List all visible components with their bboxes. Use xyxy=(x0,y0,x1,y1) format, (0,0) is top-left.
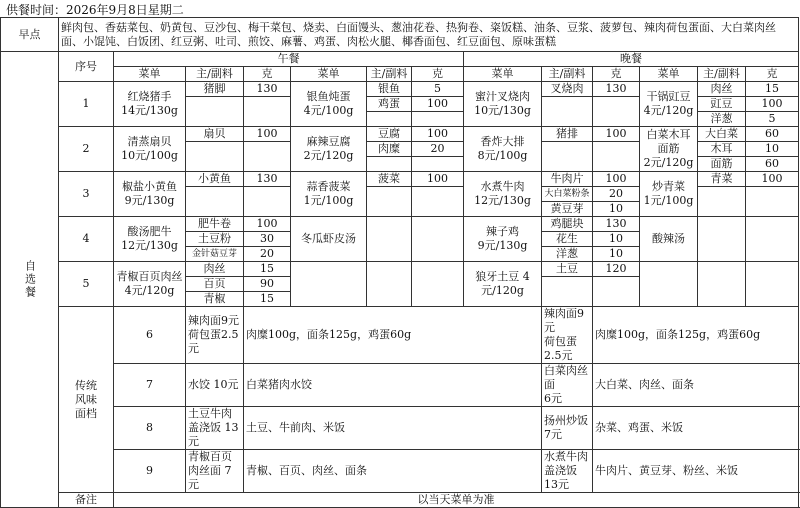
noodle-lunch-ingredients: 肉糜100g，面条125g，鸡蛋60g xyxy=(244,307,542,364)
traditional-label: 传统风味面档 xyxy=(59,307,114,493)
ingredient-grams: 15 xyxy=(244,262,291,277)
col-ing-header: 主/副料 xyxy=(186,67,244,82)
ingredient-name: 百页 xyxy=(186,277,244,292)
ingredient-name: 鸡腿块 xyxy=(542,217,593,232)
ingredient-name: 牛肉片 xyxy=(542,172,593,187)
noodle-lunch-ingredients: 青椒、百页、肉丝、面条 xyxy=(244,450,542,493)
blank-cell xyxy=(244,187,291,217)
ingredient-grams: 100 xyxy=(593,172,640,187)
ingredient-grams: 15 xyxy=(746,82,799,97)
noodle-row xyxy=(1,407,799,450)
col-dish-header: 菜单 xyxy=(464,67,542,82)
ingredient-name: 木耳 xyxy=(698,142,746,157)
dish-name: 蜜汁叉烧肉 10元/130g xyxy=(464,82,542,127)
col-dish-header: 菜单 xyxy=(640,67,698,82)
blank-cell xyxy=(746,217,799,262)
dish-name xyxy=(640,262,698,307)
noodle-dinner-dish: 扬州炒饭 7元 xyxy=(542,407,593,450)
blank-cell xyxy=(367,187,412,217)
blank-cell xyxy=(367,112,412,127)
dish-name: 水煮牛肉 12元/130g xyxy=(464,172,542,217)
ingredient-grams: 130 xyxy=(244,172,291,187)
blank-cell xyxy=(542,142,593,172)
dish-subrow xyxy=(1,217,799,232)
self-select-label: 自选餐 xyxy=(1,52,59,508)
ingredient-grams: 100 xyxy=(244,127,291,142)
dish-name: 麻辣豆腐 2元/120g xyxy=(291,127,367,172)
blank-cell xyxy=(244,97,291,127)
ingredient-grams: 10 xyxy=(593,232,640,247)
blank-cell xyxy=(412,157,464,172)
blank-cell xyxy=(367,157,412,172)
breakfast-row xyxy=(1,18,799,52)
noodle-row xyxy=(1,307,799,364)
noodle-dinner-dish: 水煮牛肉盖浇饭 13元 xyxy=(542,450,593,493)
ingredient-name: 豆腐 xyxy=(367,127,412,142)
ingredient-name: 豇豆 xyxy=(698,97,746,112)
ingredient-name: 土豆 xyxy=(542,262,593,277)
ingredient-name: 面筋 xyxy=(698,157,746,172)
seq-no: 1 xyxy=(59,82,114,127)
col-g-header: 克 xyxy=(412,67,464,82)
dish-name: 炒青菜 1元/100g xyxy=(640,172,698,217)
blank-cell xyxy=(542,277,593,307)
dish-name: 银鱼炖蛋 4元/100g xyxy=(291,82,367,127)
notes-label: 备注 xyxy=(59,493,114,508)
seq-no: 2 xyxy=(59,127,114,172)
breakfast-items: 鲜肉包、香菇菜包、奶黄包、豆沙包、梅干菜包、烧卖、白面馒头、葱油花卷、热狗卷、粢饭糕、油条、豆浆、菠萝包、辣肉荷包蛋面、大白菜肉丝面、小馄饨、白饭团、红豆粥、吐司、煎饺、麻薯、鸡蛋、肉松火腿、椰香面包、红豆面包、原味蛋糕 xyxy=(59,18,799,52)
ingredient-grams: 60 xyxy=(746,127,799,142)
ingredient-grams: 60 xyxy=(746,157,799,172)
blank-cell xyxy=(746,262,799,307)
dish-name: 清蒸扇贝 10元/100g xyxy=(114,127,186,172)
col-ing-header: 主/副料 xyxy=(698,67,746,82)
ingredient-grams: 100 xyxy=(746,172,799,187)
ingredient-name: 银鱼 xyxy=(367,82,412,97)
ingredient-name: 黄豆芽 xyxy=(542,202,593,217)
blank-cell xyxy=(593,142,640,172)
noodle-row xyxy=(1,364,799,407)
ingredient-grams: 100 xyxy=(412,172,464,187)
col-g-header: 克 xyxy=(746,67,799,82)
ingredient-name: 大白菜粉条 xyxy=(542,187,593,202)
ingredient-grams: 100 xyxy=(593,127,640,142)
dish-name: 椒盐小黄鱼 9元/130g xyxy=(114,172,186,217)
blank-cell xyxy=(244,142,291,172)
seq-no: 4 xyxy=(59,217,114,262)
meal-header-row xyxy=(1,52,799,67)
ingredient-name: 猪排 xyxy=(542,127,593,142)
dish-name: 干锅豇豆 4元/120g xyxy=(640,82,698,127)
blank-cell xyxy=(412,217,464,262)
ingredient-name: 小黄鱼 xyxy=(186,172,244,187)
blank-cell xyxy=(698,262,746,307)
ingredient-name: 菠菜 xyxy=(367,172,412,187)
ingredient-grams: 100 xyxy=(244,217,291,232)
ingredient-grams: 20 xyxy=(412,142,464,157)
blank-cell xyxy=(593,97,640,127)
blank-cell xyxy=(367,262,412,307)
dish-name: 青椒百页肉丝 4元/120g xyxy=(114,262,186,307)
service-date: 供餐时间：2026年9月8日星期二 xyxy=(6,3,184,17)
ingredient-grams: 100 xyxy=(746,97,799,112)
noodle-lunch-dish: 辣肉面9元 荷包蛋2.5元 xyxy=(186,307,244,364)
noodle-dinner-ingredients: 牛肉片、黄豆芽、粉丝、米饭 xyxy=(593,450,799,493)
seq-no: 6 xyxy=(114,307,186,364)
ingredient-name: 洋葱 xyxy=(698,112,746,127)
ingredient-name: 大白菜 xyxy=(698,127,746,142)
blank-cell xyxy=(412,262,464,307)
ingredient-grams: 90 xyxy=(244,277,291,292)
noodle-row xyxy=(1,450,799,493)
ingredient-grams: 130 xyxy=(593,217,640,232)
blank-cell xyxy=(186,187,244,217)
dish-name xyxy=(291,262,367,307)
menu-table xyxy=(0,17,799,508)
seq-no: 5 xyxy=(59,262,114,307)
noodle-lunch-dish: 水饺 10元 xyxy=(186,364,244,407)
ingredient-grams: 5 xyxy=(746,112,799,127)
ingredient-name: 青椒 xyxy=(186,292,244,307)
dish-name: 酸辣汤 xyxy=(640,217,698,262)
dish-subrow xyxy=(1,172,799,187)
dinner-header: 晚餐 xyxy=(464,52,799,67)
ingredient-grams: 130 xyxy=(593,82,640,97)
blank-cell xyxy=(593,277,640,307)
noodle-dinner-ingredients: 大白菜、肉丝、面条 xyxy=(593,364,799,407)
noodle-dinner-dish: 白菜肉丝面 6元 xyxy=(542,364,593,407)
dish-subrow xyxy=(1,262,799,277)
ingredient-grams: 120 xyxy=(593,262,640,277)
noodle-dinner-ingredients: 肉糜100g，面条125g，鸡蛋60g xyxy=(593,307,799,364)
dish-name: 蒜香菠菜 1元/100g xyxy=(291,172,367,217)
col-g-header: 克 xyxy=(593,67,640,82)
noodle-lunch-dish: 土豆牛肉盖浇饭 13元 xyxy=(186,407,244,450)
ingredient-grams: 5 xyxy=(412,82,464,97)
ingredient-name: 肉丝 xyxy=(698,82,746,97)
noodle-dinner-dish: 辣肉面9元 荷包蛋2.5元 xyxy=(542,307,593,364)
noodle-dinner-ingredients: 杂菜、鸡蛋、米饭 xyxy=(593,407,799,450)
dish-name: 红烧猪手 14元/130g xyxy=(114,82,186,127)
noodle-lunch-dish: 青椒百页肉丝面 7元 xyxy=(186,450,244,493)
dish-name: 白菜木耳面筋 2元/120g xyxy=(640,127,698,172)
dish-name: 狼牙土豆 4元/120g xyxy=(464,262,542,307)
ingredient-name: 肉糜 xyxy=(367,142,412,157)
blank-cell xyxy=(186,142,244,172)
blank-cell xyxy=(698,187,746,217)
blank-cell xyxy=(367,217,412,262)
col-dish-header: 菜单 xyxy=(114,67,186,82)
ingredient-grams: 100 xyxy=(412,97,464,112)
column-header-row xyxy=(1,67,799,82)
blank-cell xyxy=(746,187,799,217)
ingredient-grams: 10 xyxy=(746,142,799,157)
seq-no: 3 xyxy=(59,172,114,217)
ingredient-name: 扇贝 xyxy=(186,127,244,142)
noodle-lunch-ingredients: 白菜猪肉水饺 xyxy=(244,364,542,407)
blank-cell xyxy=(412,112,464,127)
blank-cell xyxy=(412,187,464,217)
blank-cell xyxy=(542,97,593,127)
col-ing-header: 主/副料 xyxy=(542,67,593,82)
ingredient-name: 猪脚 xyxy=(186,82,244,97)
seq-no: 9 xyxy=(114,450,186,493)
ingredient-name: 金针菇豆芽 xyxy=(186,247,244,262)
ingredient-name: 花生 xyxy=(542,232,593,247)
ingredient-grams: 20 xyxy=(593,187,640,202)
ingredient-name: 肥牛卷 xyxy=(186,217,244,232)
seq-no: 8 xyxy=(114,407,186,450)
ingredient-name: 肉丝 xyxy=(186,262,244,277)
ingredient-grams: 15 xyxy=(244,292,291,307)
dish-subrow xyxy=(1,82,799,97)
ingredient-name: 鸡蛋 xyxy=(367,97,412,112)
ingredient-grams: 10 xyxy=(593,202,640,217)
lunch-header: 午餐 xyxy=(114,52,464,67)
col-g-header: 克 xyxy=(244,67,291,82)
seq-header: 序号 xyxy=(59,52,114,82)
dish-subrow xyxy=(1,127,799,142)
ingredient-grams: 20 xyxy=(244,247,291,262)
ingredient-name: 青菜 xyxy=(698,172,746,187)
dish-name: 香炸大排 8元/100g xyxy=(464,127,542,172)
col-dish-header: 菜单 xyxy=(291,67,367,82)
seq-no: 7 xyxy=(114,364,186,407)
noodle-lunch-ingredients: 土豆、牛前肉、米饭 xyxy=(244,407,542,450)
ingredient-grams: 100 xyxy=(412,127,464,142)
dish-name: 辣子鸡 9元/130g xyxy=(464,217,542,262)
dish-name: 酸汤肥牛 12元/130g xyxy=(114,217,186,262)
ingredient-grams: 10 xyxy=(593,247,640,262)
ingredient-name: 洋葱 xyxy=(542,247,593,262)
ingredient-name: 叉烧肉 xyxy=(542,82,593,97)
breakfast-label: 早点 xyxy=(1,18,59,52)
blank-cell xyxy=(186,97,244,127)
ingredient-name: 土豆粉 xyxy=(186,232,244,247)
ingredient-grams: 130 xyxy=(244,82,291,97)
notes-text: 以当天菜单为准 xyxy=(114,493,799,508)
col-ing-header: 主/副料 xyxy=(367,67,412,82)
dish-name: 冬瓜虾皮汤 xyxy=(291,217,367,262)
blank-cell xyxy=(698,217,746,262)
notes-row xyxy=(1,493,799,508)
ingredient-grams: 30 xyxy=(244,232,291,247)
